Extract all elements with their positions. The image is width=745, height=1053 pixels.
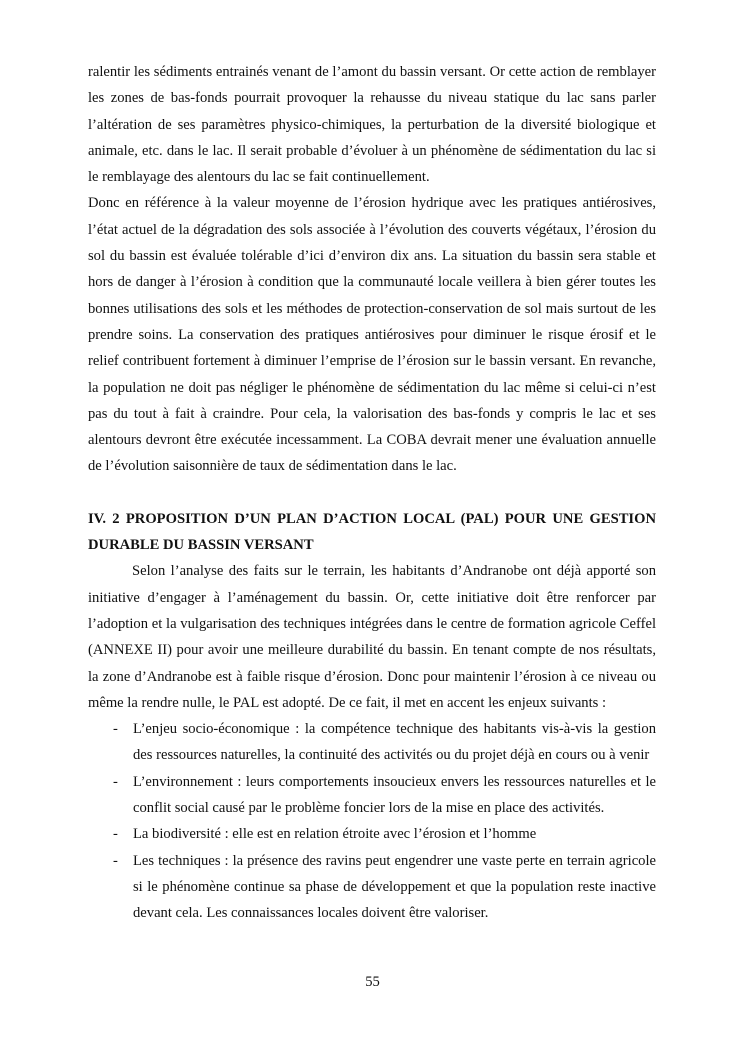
list-item-text: Les techniques : la présence des ravins peut engendrer une vaste perte en terrain agricole si le phénomène continue sa phase de développement et que la population reste inactive devant cela. Les connaissances locales doivent être valoriser. bbox=[133, 852, 656, 922]
list-item bbox=[88, 769, 656, 822]
list-item-text: L’enjeu socio-économique : la compétence technique des habitants vis-à-vis la gestion des ressources naturelles, la continuité des activités ou du projet déjà en cours ou à venir bbox=[133, 721, 656, 764]
bullet-dash: - bbox=[113, 852, 118, 869]
document-page bbox=[88, 59, 656, 927]
section-heading: IV. 2 PROPOSITION D’UN PLAN D’ACTION LOCAL (PAL) POUR UNE GESTION DURABLE DU BASSIN VERSANT bbox=[88, 510, 656, 554]
list-item bbox=[88, 716, 656, 769]
page-number: 55 bbox=[365, 974, 380, 990]
bullet-dash: - bbox=[113, 773, 118, 790]
list-item bbox=[88, 821, 656, 847]
list-item bbox=[88, 848, 656, 927]
bullet-dash: - bbox=[113, 826, 118, 843]
paragraph-sedimentation: ralentir les sédiments entrainés venant de l’amont du bassin versant. Or cette action de remblayer les zones de bas-fonds pourrait provoquer la rehausse du niveau statique du lac sans parler l’altération de ses paramètres physico-chimiques, la perturbation de la diversité biologique et animale, etc. dans le lac. Il serait probable d’évoluer à un phénomène de sédimentation du lac si le remblayage des alentours du lac se fait continuellement. bbox=[88, 64, 656, 186]
section-intro-paragraph: Selon l’analyse des faits sur le terrain, les habitants d’Andranobe ont déjà apporté son initiative d’engager à l’aménagement du bassin. Or, cette initiative doit être renforcer par l’adoption et la vulgarisation des techniques intégrées dans le centre de formation agricole Ceffel (ANNEXE II) pour avoir une meilleure durabilité du bassin. En tenant compte de nos résultats, la zone d’Andranobe est à faible risque d’érosion. Donc pour maintenir l’érosion à ce niveau ou même la rendre nulle, le PAL est adopté. De ce fait, il met en accent les enjeux suivants : bbox=[88, 563, 656, 711]
paragraph-erosion-assessment: Donc en référence à la valeur moyenne de l’érosion hydrique avec les pratiques antiérosives, l’état actuel de la dégradation des sols associée à l’évolution des couverts végétaux, l’érosion du sol du bassin est évaluée tolérable d’ici d’environ dix ans. La situation du bassin sera stable et hors de danger à l’érosion à condition que la communauté locale veillera à bien gérer toutes les bonnes utilisations des sols et les méthodes de protection-conservation de sol mais surtout de les prendre soins. La conservation des pratiques antiérosives pour diminuer le risque érosif et le relief contribuent fortement à diminuer l’emprise de l’érosion sur le bassin versant. En revanche, la population ne doit pas négliger le phénomène de sédimentation du lac même si celui-ci n’est pas du tout à fait à craindre. Pour cela, la valorisation des bas-fonds y compris le lac et ses alentours devront être exécutée incessamment. La COBA devrait mener une évaluation annuelle de l’évolution saisonnière de taux de sédimentation dans le lac. bbox=[88, 195, 656, 475]
list-item-text: L’environnement : leurs comportements insoucieux envers les ressources naturelles et le conflit social causé par le problème foncier lors de la mise en place des activités. bbox=[133, 773, 656, 817]
issues-list bbox=[88, 716, 656, 926]
bullet-dash: - bbox=[113, 721, 118, 738]
list-item-text: La biodiversité : elle est en relation étroite avec l’érosion et l’homme bbox=[133, 826, 537, 843]
